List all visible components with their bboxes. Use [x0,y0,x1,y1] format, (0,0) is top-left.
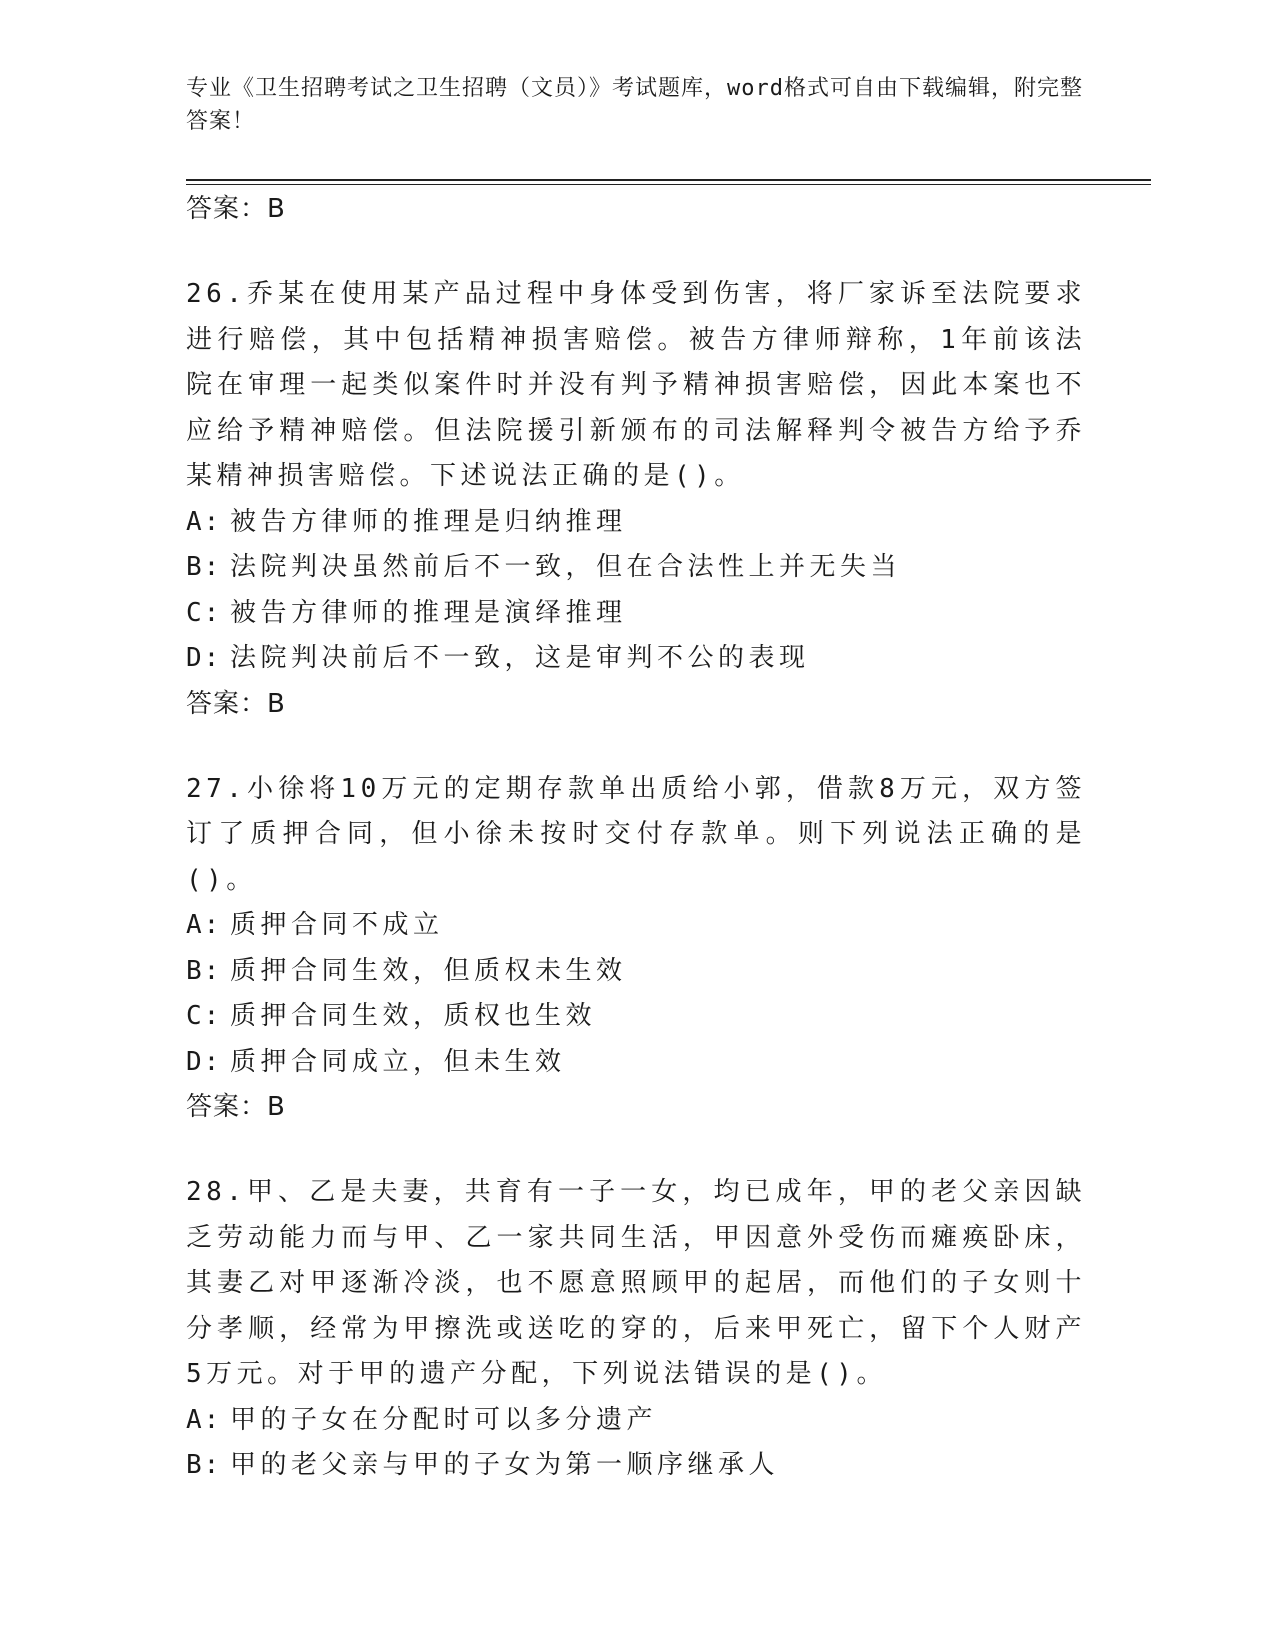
option-key: A: [186,1404,222,1435]
option-text: 质押合同生效，但质权未生效 [230,955,627,986]
option-text: 被告方律师的推理是归纳推理 [230,506,627,537]
question-27 [186,767,1086,1130]
option-key: C: [186,1001,222,1031]
option-text: 甲的老父亲与甲的子女为第一顺序继承人 [230,1450,780,1480]
option-b [186,545,1086,591]
option-d [186,1040,1086,1086]
document-body [186,187,1086,1489]
option-c [186,591,1086,637]
question-28 [186,1170,1086,1489]
answer-line: 答案：B [186,194,286,224]
option-key: D: [186,1046,222,1077]
question-stem: 28.甲、乙是夫妻，共育有一子一女，均已成年，甲的老父亲因缺乏劳动能力而与甲、乙一家共同生活，甲因意外受伤而瘫痪卧床，其妻乙对甲逐渐冷淡，也不愿意照顾甲的起居，而他们的子女则十分孝顺，经常为甲擦洗或送吃的穿的，后来甲死亡，留下个人财产5万元。对于甲的遗产分配，下列说法错误的是()。 [186,1177,1086,1389]
question-stem: 27.小徐将10万元的定期存款单出质给小郭，借款8万元，双方签订了质押合同，但小徐未按时交付存款单。则下列说法正确的是()。 [186,773,1086,895]
option-text: 质押合同成立，但未生效 [230,1046,566,1077]
option-text: 质押合同生效，质权也生效 [230,1001,597,1031]
option-key: A: [186,506,222,537]
answer-line: 答案：B [186,1092,286,1122]
option-text: 质押合同不成立 [230,910,444,940]
option-text: 甲的子女在分配时可以多分遗产 [230,1404,658,1435]
option-text: 法院判决虽然前后不一致，但在合法性上并无失当 [230,552,902,582]
header-rule-thin [186,184,1151,185]
header-rule-thick [186,179,1151,181]
option-b [186,1443,1086,1489]
question-26 [186,272,1086,726]
option-key: D: [186,643,222,673]
document-header: 专业《卫生招聘考试之卫生招聘（文员）》考试题库，word格式可自由下载编辑，附完整答案！ [186,76,1083,134]
option-text: 被告方律师的推理是演绎推理 [230,597,627,628]
option-c [186,994,1086,1040]
answer-line: 答案：B [186,688,286,719]
option-b [186,949,1086,995]
option-key: B: [186,1450,222,1480]
option-key: B: [186,955,222,986]
option-key: A: [186,910,222,940]
option-a [186,903,1086,949]
option-a [186,500,1086,546]
option-key: C: [186,597,222,628]
option-text: 法院判决前后不一致，这是审判不公的表现 [230,643,810,673]
question-stem: 26.乔某在使用某产品过程中身体受到伤害，将厂家诉至法院要求进行赔偿，其中包括精神损害赔偿。被告方律师辩称，1年前该法院在审理一起类似案件时并没有判予精神损害赔偿，因此本案也不应给予精神赔偿。但法院援引新颁布的司法解释判令被告方给予乔某精神损害赔偿。下述说法正确的是()。 [186,279,1086,491]
option-d [186,636,1086,682]
option-a [186,1398,1086,1444]
option-key: B: [186,552,222,582]
